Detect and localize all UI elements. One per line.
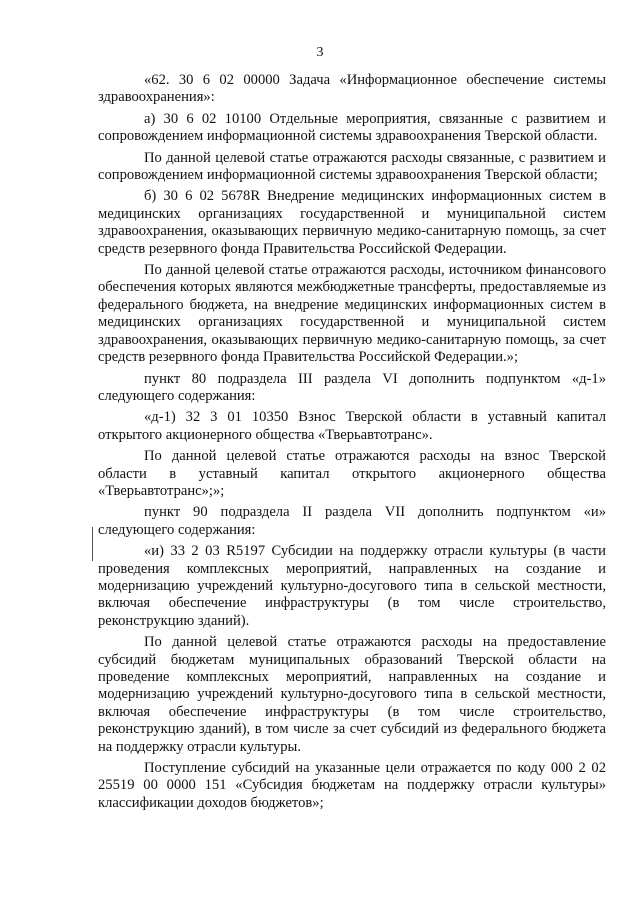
paragraph: По данной целевой статье отражаются расходы, источником финансового обеспечения которых являются межбюджетные трансферты, предоставляемые из федерального бюджета, на внедрение медицинских информационных систем в медицинских организациях государственной и муниципальной систем здравоохранения, оказывающих первичную медико-санитарную помощь, за счет средств резервного фонда Правительства Российской Федерации.»; [98, 262, 606, 366]
paragraph: «и) 33 2 03 R5197 Субсидии на поддержку отрасли культуры (в части проведения комплексных мероприятий, направленных на создание и модернизацию учреждений культурно-досугового типа в сельской местности, включая обеспечение инфраструктуры (в том числе строительство, реконструкцию зданий). [98, 543, 606, 629]
paragraph: пункт 80 подраздела III раздела VI дополнить подпунктом «д-1» следующего содержания: [98, 370, 606, 404]
document-body [98, 72, 606, 812]
paragraph: а) 30 6 02 10100 Отдельные мероприятия, связанные с развитием и сопровождением информационной системы здравоохранения Тверской области. [98, 110, 606, 145]
paragraph: По данной целевой статье отражаются расходы на предоставление субсидий бюджетам муниципальных образований Тверской области на проведение комплексных мероприятий, направленных на создание и модернизацию учреждений культурно-досугового типа в сельской местности, включая обеспечение инфраструктуры (в том числе строительство, реконструкцию зданий), в том числе за счет субсидий из федерального бюджета на поддержку отрасли культуры. [98, 634, 606, 755]
paragraph: По данной целевой статье отражаются расходы на взнос Тверской области в уставный капитал открытого акционерного общества «Тверьавтотранс»;»; [98, 448, 606, 499]
page-number: 3 [316, 45, 324, 60]
paragraph: пункт 90 подраздела II раздела VII дополнить подпунктом «и» следующего содержания: [98, 504, 606, 538]
paragraph: Поступление субсидий на указанные цели отражается по коду 000 2 02 25519 00 0000 151 «Субсидия бюджетам на поддержку отрасли культуры» классификации доходов бюджетов»; [98, 760, 606, 811]
paragraph: б) 30 6 02 5678R Внедрение медицинских информационных систем в медицинских организациях государственной и муниципальной систем здравоохранения, оказывающих первичную медико-санитарную помощь, за счет средств резервного фонда Правительства Российской Федерации. [98, 188, 606, 257]
paragraph: По данной целевой статье отражаются расходы связанные, с развитием и сопровождением информационной системы здравоохранения Тверской области; [98, 149, 606, 184]
margin-mark [92, 527, 93, 561]
paragraph: «62. 30 6 02 00000 Задача «Информационное обеспечение системы здравоохранения»: [98, 72, 606, 106]
paragraph: «д-1) 32 3 01 10350 Взнос Тверской области в уставный капитал открытого акционерного общества «Тверьавтотранс». [98, 409, 606, 443]
